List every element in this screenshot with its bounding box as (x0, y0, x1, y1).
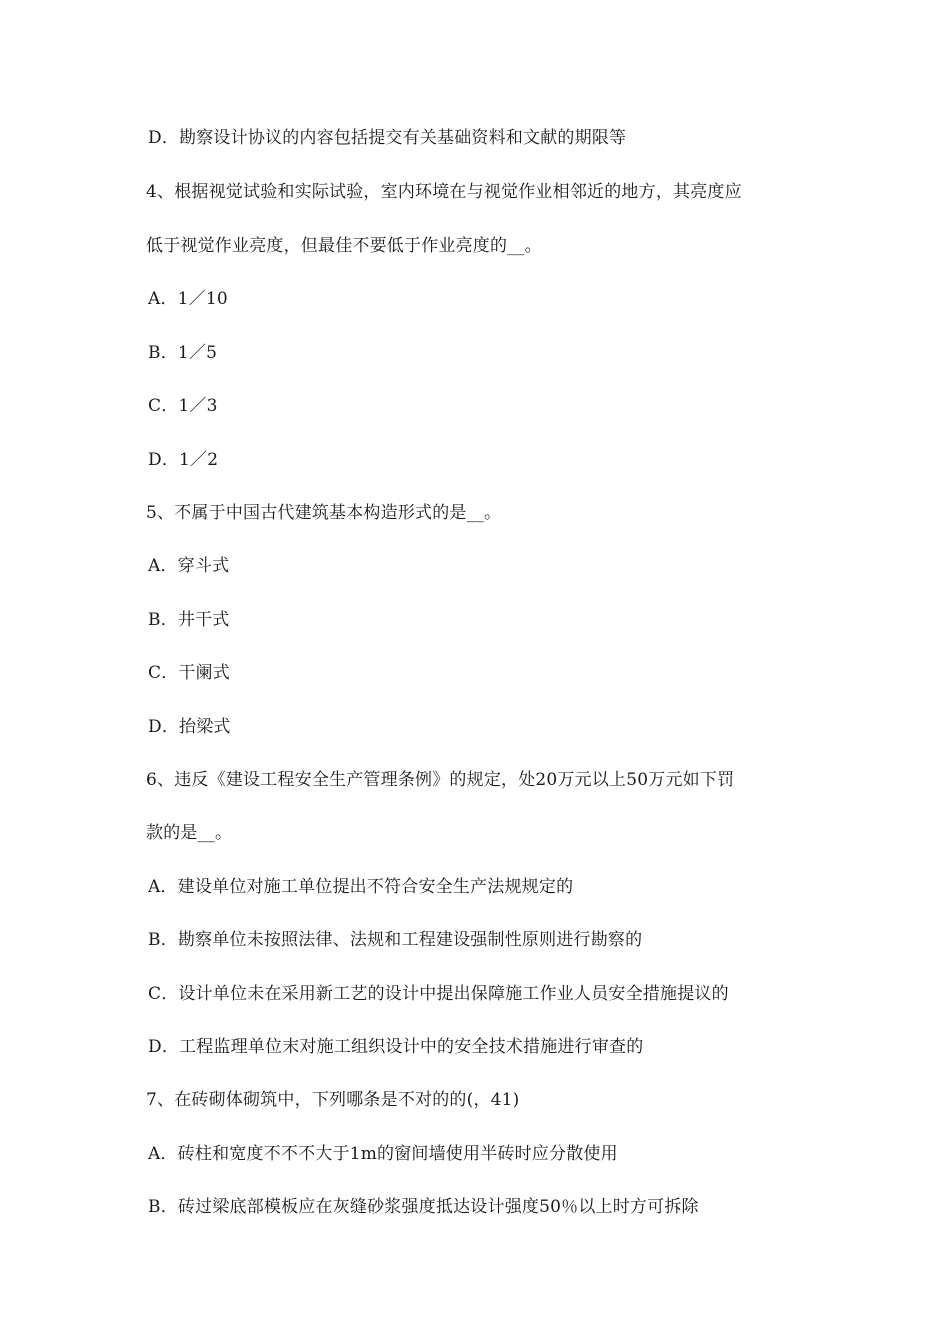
q6-question-line2: 款的是__。 (146, 823, 233, 843)
q6-question-line1: 6、违反《建设工程安全生产管理条例》的规定，处20万元以上50万元如下罚 (146, 770, 735, 790)
q6-option-a: A．建设单位对施工单位提出不符合安全生产法规规定的 (148, 877, 574, 897)
q4-question-line1: 4、根据视觉试验和实际试验，室内环境在与视觉作业相邻近的地方，其亮度应 (146, 182, 742, 202)
q6-option-b: B．勘察单位未按照法律、法规和工程建设强制性原则进行勘察的 (148, 930, 643, 950)
q7-option-b: B．砖过梁底部模板应在灰缝砂浆强度抵达设计强度50％以上时方可拆除 (148, 1197, 699, 1217)
q4-option-c: C．1／3 (148, 396, 218, 416)
q4-option-a: A．1／10 (148, 289, 228, 309)
q4-option-b: B．1／5 (148, 343, 218, 363)
q5-option-b: B．井干式 (148, 610, 230, 630)
q7-option-a: A．砖柱和宽度不不不大于1m的窗间墙使用半砖时应分散使用 (148, 1144, 618, 1164)
q5-option-d: D．抬梁式 (148, 717, 231, 737)
q4-question-line2: 低于视觉作业亮度，但最佳不要低于作业亮度的__。 (146, 236, 542, 256)
q5-question: 5、不属于中国古代建筑基本构造形式的是__。 (146, 503, 502, 523)
q5-option-a: A．穿斗式 (148, 556, 230, 576)
q6-option-d: D．工程监理单位末对施工组织设计中的安全技术措施进行审查的 (148, 1037, 644, 1057)
q3-option-d: D．勘察设计协议的内容包括提交有关基础资料和文献的期限等 (148, 128, 627, 148)
q5-option-c: C．干阑式 (148, 663, 231, 683)
q6-option-c: C．设计单位未在采用新工艺的设计中提出保障施工作业人员安全措施提议的 (148, 984, 729, 1004)
q7-question: 7、在砖砌体砌筑中，下列哪条是不对的的(，41) (146, 1090, 520, 1110)
q4-option-d: D．1／2 (148, 450, 219, 470)
